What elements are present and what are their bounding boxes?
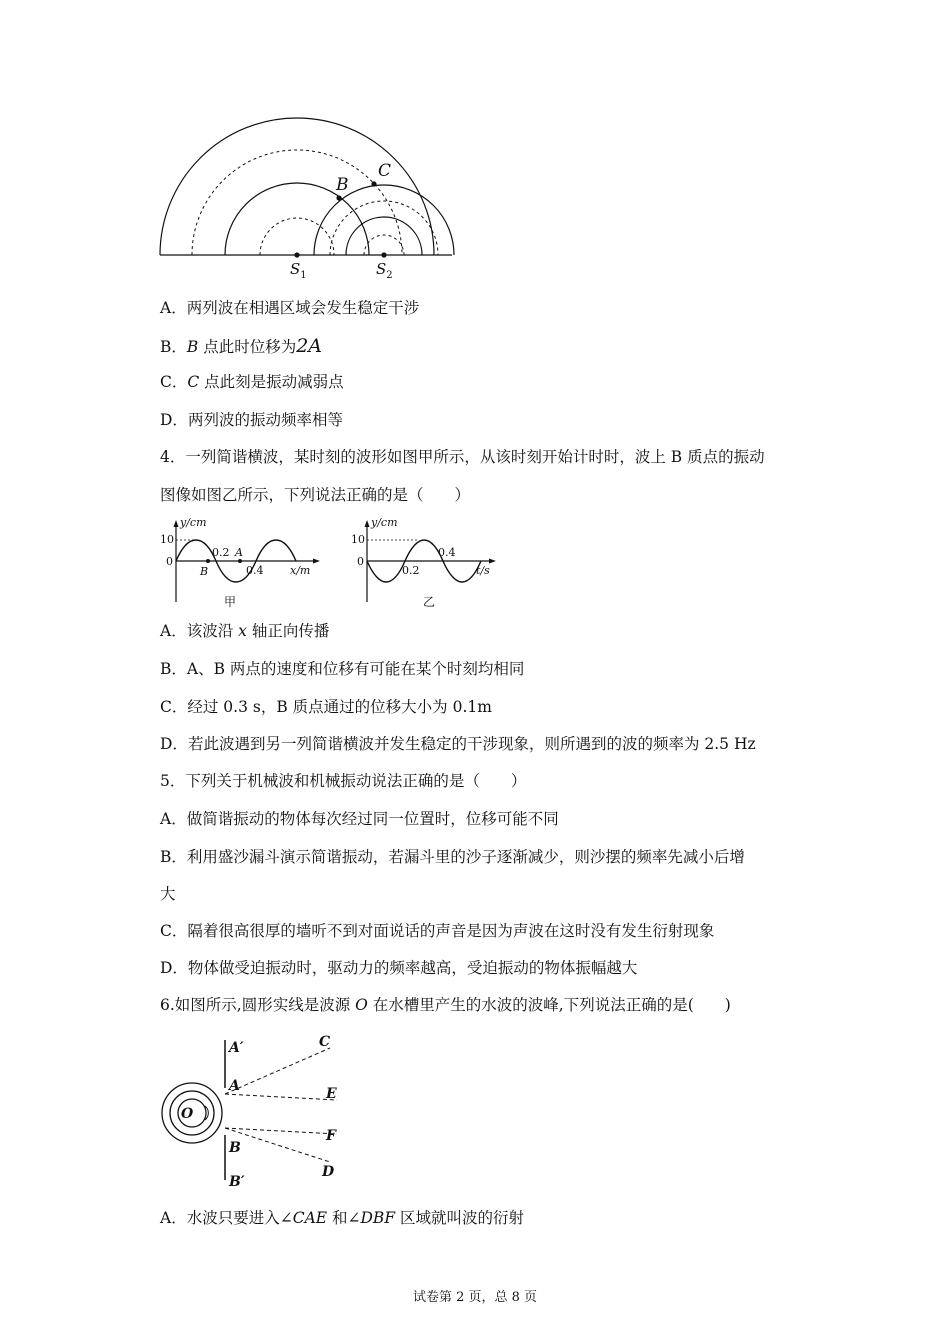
q6-stem: 6.如图所示,圆形实线是波源 O 在水槽里产生的水波的波峰,下列说法正确的是( ) bbox=[160, 996, 731, 1014]
yi-t-arrow bbox=[489, 559, 496, 564]
jia-y-label: y/cm bbox=[180, 516, 207, 529]
label-a-prime: A′ bbox=[229, 1040, 244, 1056]
jia-x-tick2: 0.4 bbox=[246, 564, 264, 577]
q4-option-c: C．经过 0.3 s，B 质点通过的位移大小为 0.1m bbox=[160, 698, 492, 716]
q3-option-a: A．两列波在相遇区域会发生稳定干涉 bbox=[160, 299, 420, 317]
label-a: A bbox=[229, 1078, 240, 1094]
q5-option-b-line2: 大 bbox=[160, 885, 176, 903]
s1-trough-small bbox=[260, 218, 334, 255]
jia-y-arrow bbox=[174, 520, 179, 527]
q3-option-d: D．两列波的振动频率相等 bbox=[160, 411, 343, 429]
jia-x-label: x/m bbox=[290, 564, 311, 577]
q5-option-c: C．隔着很高很厚的墙听不到对面说话的声音是因为声波在这时没有发生衍射现象 bbox=[160, 922, 715, 940]
jia-point-b-label: B bbox=[200, 565, 209, 578]
point-c-dot bbox=[371, 181, 376, 186]
s2-dot bbox=[381, 252, 386, 257]
yi-t-tick1: 0.2 bbox=[402, 564, 420, 577]
jia-point-b-dot bbox=[206, 559, 210, 563]
yi-y-tick: 10 bbox=[351, 533, 365, 546]
jia-y-tick: 10 bbox=[160, 533, 174, 546]
q4-stem-line2: 图像如图乙所示，下列说法正确的是（ ） bbox=[160, 486, 471, 504]
jia-origin: 0 bbox=[166, 555, 173, 568]
graph-yi bbox=[350, 516, 510, 611]
yi-caption: 乙 bbox=[423, 595, 436, 609]
q4-option-d: D．若此波遇到另一列简谐横波并发生稳定的干涉现象，则所遇到的波的频率为 2.5 Hz bbox=[160, 735, 756, 753]
q6-option-a: A．水波只要进入∠CAE 和∠DBF 区域就叫波的衍射 bbox=[160, 1209, 525, 1227]
diffraction-figure bbox=[155, 1030, 355, 1195]
label-b: B bbox=[336, 175, 349, 195]
page-footer: 试卷第 2 页，总 8 页 bbox=[412, 1290, 538, 1305]
s1-dot bbox=[294, 252, 299, 257]
jia-point-a-label: A bbox=[235, 546, 243, 559]
interference-figure bbox=[150, 110, 470, 290]
s1-trough-large bbox=[192, 150, 402, 255]
jia-x-tick1: 0.2 bbox=[212, 546, 230, 559]
line-ae bbox=[225, 1094, 337, 1100]
yi-y-arrow bbox=[365, 520, 370, 527]
jia-point-a-dot bbox=[238, 559, 242, 563]
q4-option-b: B．A、B 两点的速度和位移有可能在某个时刻均相同 bbox=[160, 660, 525, 678]
yi-y-label: y/cm bbox=[371, 516, 398, 529]
yi-t-label: t/s bbox=[476, 564, 490, 577]
label-c: C bbox=[319, 1034, 331, 1050]
label-s1: $S_1$ bbox=[290, 260, 307, 281]
q4-stem-line1: 4．一列简谐横波，某时刻的波形如图甲所示，从该时刻开始计时时，波上 B 质点的振动 bbox=[160, 448, 765, 466]
q5-option-d: D．物体做受迫振动时，驱动力的频率越高，受迫振动的物体振幅越大 bbox=[160, 959, 638, 977]
label-f: F bbox=[326, 1128, 336, 1144]
yi-origin: 0 bbox=[357, 555, 364, 568]
jia-caption: 甲 bbox=[224, 595, 237, 609]
graph-jia bbox=[158, 516, 328, 611]
label-o: O bbox=[181, 1106, 194, 1122]
jia-x-arrow bbox=[313, 559, 320, 564]
s2-crest-small bbox=[346, 217, 422, 255]
label-b: B bbox=[229, 1140, 241, 1156]
q5-option-b-line1: B．利用盛沙漏斗演示简谐振动，若漏斗里的沙子逐渐减少，则沙摆的频率先减小后增 bbox=[160, 848, 745, 866]
q3-option-c: C．C 点此刻是振动减弱点 bbox=[160, 373, 344, 391]
q5-stem: 5．下列关于机械波和机械振动说法正确的是（ ） bbox=[160, 772, 527, 790]
q5-option-a: A．做简谐振动的物体每次经过同一位置时，位移可能不同 bbox=[160, 810, 559, 828]
label-c: C bbox=[378, 161, 392, 181]
label-s2: $S_2$ bbox=[376, 260, 393, 281]
label-e: E bbox=[326, 1086, 337, 1102]
point-b-dot bbox=[336, 195, 341, 200]
q3-option-b: B．B 点此时位移为2A bbox=[160, 335, 323, 357]
q4-option-a: A．该波沿 x 轴正向传播 bbox=[160, 622, 330, 640]
s2-trough-small bbox=[364, 235, 404, 255]
s1-crest-large bbox=[160, 118, 434, 255]
label-b-prime: B′ bbox=[229, 1174, 245, 1190]
yi-t-tick2: 0.4 bbox=[438, 546, 456, 559]
label-d: D bbox=[322, 1164, 335, 1180]
